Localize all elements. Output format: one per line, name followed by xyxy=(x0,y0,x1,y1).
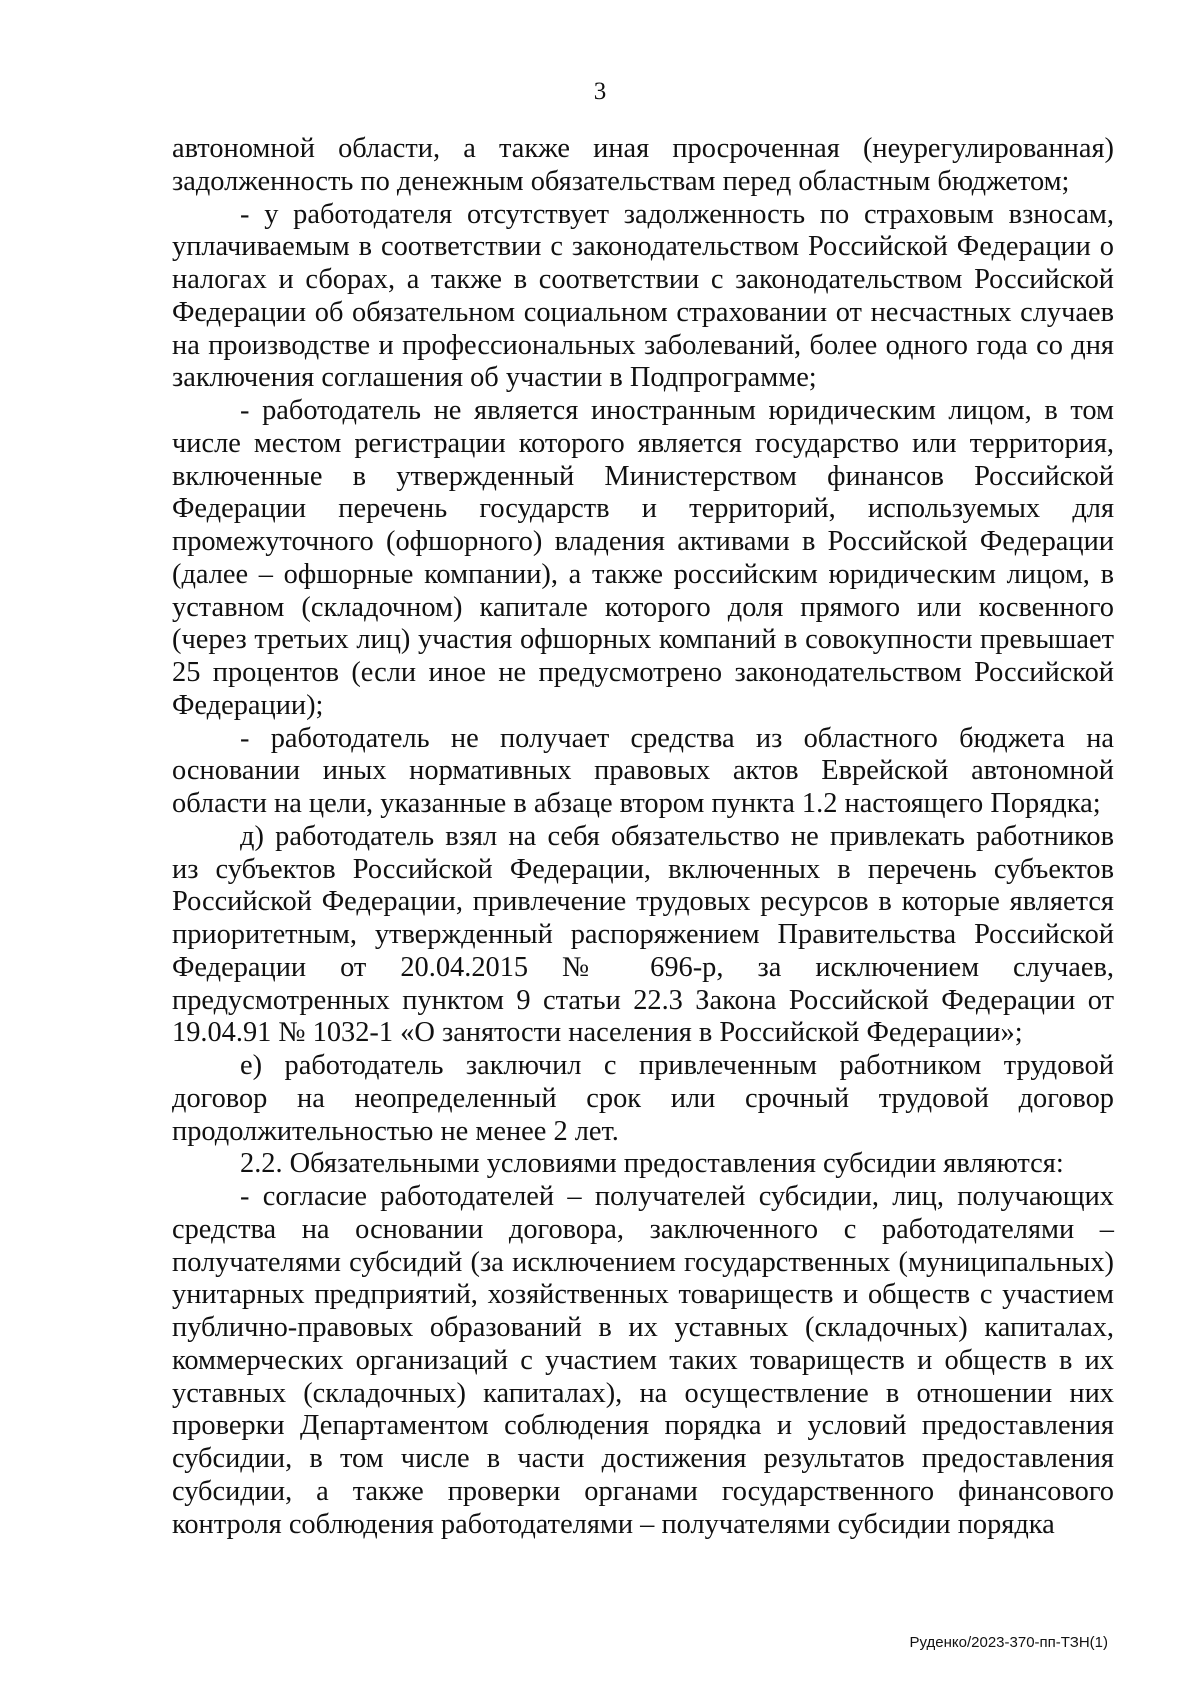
paragraph: 2.2. Обязательными условиями предоставления субсидии являются: xyxy=(240,1148,1064,1180)
paragraph: - у работодателя отсутствует задолженность по страховым взносам, уплачиваемым в соответствии с законодательством Российской Федерации о налогах и сборах, а также в соответствии с законодательством Российской Федерации об обязательном социальном страховании от несчастных случаев на производстве и профессиональных заболеваний, более одного года со дня заключения соглашения об участии в Подпрограмме; xyxy=(172,198,1114,394)
document-code: Руденко/2023-370-пп-ТЗН(1) xyxy=(909,1634,1108,1651)
paragraph: д) работодатель взял на себя обязательство не привлекать работников из субъектов Российской Федерации, включенных в перечень субъектов Российской Федерации, привлечение трудовых ресурсов в которые является приоритетным, утвержденный распоряжением Правительства Российской Федерации от 20.04.2015 № 696-р, за исключением случаев, предусмотренных пунктом 9 статьи 22.3 Закона Российской Федерации от 19.04.91 № 1032-1 «О занятости населения в Российской Федерации»; xyxy=(172,820,1114,1049)
paragraph: - согласие работодателей – получателей субсидии, лиц, получающих средства на основании договора, заключенного с работодателями – получателями субсидий (за исключением государственных (муниципальных) унитарных предприятий, хозяйственных товариществ и обществ с участием публично-правовых образований в их уставных (складочных) капиталах, коммерческих организаций с участием таких товариществ и обществ в их уставных (складочных) капиталах), на осуществление в отношении них проверки Департаментом соблюдения порядка и условий предоставления субсидии, в том числе в части достижения результатов предоставления субсидии, а также проверки органами государственного финансового контроля соблюдения работодателями – получателями субсидии порядка xyxy=(172,1181,1114,1540)
paragraph: автономной области, а также иная просроченная (неурегулированная) задолженность по денежным обязательствам перед областным бюджетом; xyxy=(172,133,1114,197)
document-body xyxy=(172,133,1114,1541)
paragraph: е) работодатель заключил с привлеченным работником трудовой договор на неопределенный срок или срочный трудовой договор продолжительностью не менее 2 лет. xyxy=(172,1050,1114,1147)
paragraph: - работодатель не является иностранным юридическим лицом, в том числе местом регистрации которого является государство или территория, включенные в утвержденный Министерством финансов Российской Федерации перечень государств и территорий, используемых для промежуточного (офшорного) владения активами в Российской Федерации (далее – офшорные компании), а также российским юридическим лицом, в уставном (складочном) капитале которого доля прямого или косвенного (через третьих лиц) участия офшорных компаний в совокупности превышает 25 процентов (если иное не предусмотрено законодательством Российской Федерации); xyxy=(172,395,1114,721)
paragraph: - работодатель не получает средства из областного бюджета на основании иных нормативных правовых актов Еврейской автономной области на цели, указанные в абзаце втором пункта 1.2 настоящего Порядка; xyxy=(172,722,1114,819)
page-number: 3 xyxy=(593,78,607,105)
